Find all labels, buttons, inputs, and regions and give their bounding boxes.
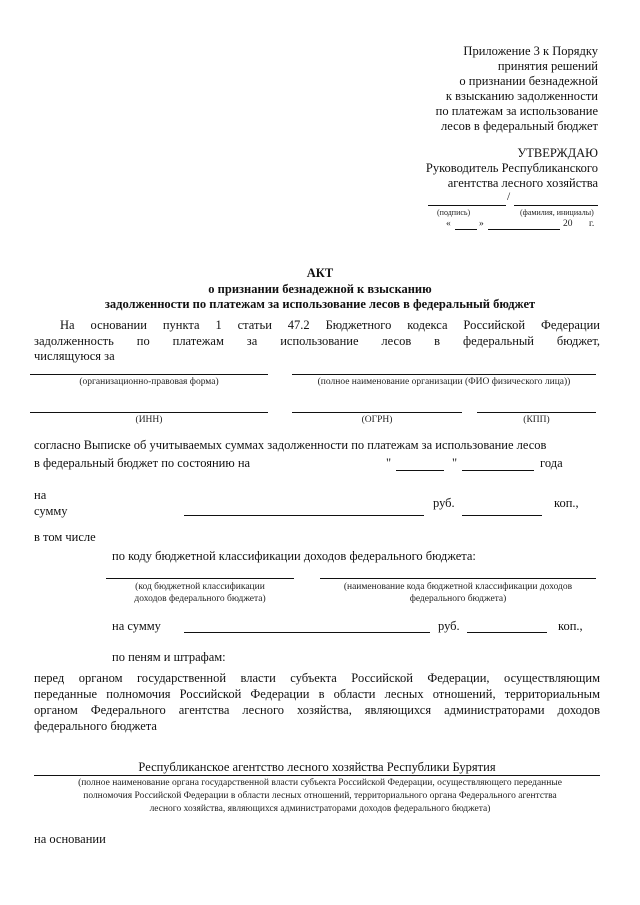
statement-line: в федеральный бюджет по состоянию на <box>34 456 251 470</box>
authority-name-line <box>34 775 600 776</box>
statement-quote-close: " <box>452 456 458 470</box>
org-name-caption: (полное наименование организации (ФИО физического лица)) <box>317 377 571 387</box>
authority-name-value[interactable]: Республиканское агентство лесного хозяйства Республики Бурятия <box>138 760 496 774</box>
budget-code-caption-2: доходов федерального бюджета) <box>134 594 266 604</box>
act-subtitle: о признании безнадежной к взысканию <box>208 282 432 296</box>
authority-line: органом Федерального агентства лесного хозяйства, являющихся администраторами доходов <box>34 703 600 717</box>
appendix-line: Приложение 3 к Порядку <box>463 44 598 58</box>
by-code-label: по коду бюджетной классификации доходов федерального бюджета: <box>112 549 476 563</box>
statement-day-field[interactable] <box>396 470 444 471</box>
name-line[interactable] <box>514 205 598 206</box>
ogrn-field[interactable] <box>292 412 462 413</box>
org-name-field[interactable] <box>292 374 596 375</box>
approval-year-prefix: 20 <box>563 219 573 229</box>
approval-block <box>338 146 598 191</box>
approval-month-line[interactable] <box>488 229 560 230</box>
inn-caption: (ИНН) <box>135 415 163 425</box>
signature-slash: / <box>507 191 511 203</box>
authority-caption-3: лесного хозяйства, являющихся администраторами доходов федерального бюджета) <box>149 804 491 814</box>
appendix-line: к взысканию задолженности <box>445 89 598 103</box>
statement-year-label: года <box>540 456 563 470</box>
appendix-line: о признании безнадежной <box>459 74 598 88</box>
statement-quote-open: " <box>386 456 392 470</box>
budget-code-field[interactable] <box>106 578 294 579</box>
appendix-line: по платежам за использование <box>435 104 598 118</box>
approval-date-open-quote: « <box>446 219 451 229</box>
code-sum-rub-label: руб. <box>438 619 460 633</box>
budget-code-name-caption: (наименование кода бюджетной классификации доходов <box>343 582 573 592</box>
signature-line[interactable] <box>428 205 506 206</box>
code-sum-kop-label: коп., <box>558 619 583 633</box>
code-sum-label: на сумму <box>112 619 161 633</box>
inn-field[interactable] <box>30 412 268 413</box>
code-sum-kop-field[interactable] <box>467 632 547 633</box>
ogrn-caption: (ОГРН) <box>361 415 393 425</box>
approval-day-line[interactable] <box>455 229 477 230</box>
authority-line: переданные полномочия Российской Федерации в области лесных отношений, территориальным <box>34 687 600 701</box>
including-label: в том числе <box>34 530 96 544</box>
basis-line: На основании пункта 1 статьи 47.2 Бюджетного кодекса Российской Федерации <box>60 318 600 332</box>
approval-position: агентства лесного хозяйства <box>447 176 598 190</box>
approval-title: УТВЕРЖДАЮ <box>517 146 598 160</box>
authority-line: федерального бюджета <box>34 719 157 733</box>
budget-code-name-caption-2: федерального бюджета) <box>409 594 507 604</box>
name-caption: (фамилия, инициалы) <box>520 208 594 217</box>
authority-caption: (полное наименование органа государственной власти субъекта Российской Федерации, осуществляющего переданные <box>78 778 562 788</box>
kpp-field[interactable] <box>477 412 596 413</box>
statement-line: согласно Выписке об учитываемых суммах задолженности по платежам за использование лесов <box>34 438 547 452</box>
approval-date-close-quote: » <box>479 219 484 229</box>
budget-code-caption: (код бюджетной классификации <box>135 582 265 592</box>
appendix-note <box>338 44 598 134</box>
on-basis-label: на основании <box>34 832 106 846</box>
legal-form-caption: (организационно-правовая форма) <box>79 377 219 387</box>
amount-kop-label: коп., <box>554 496 579 510</box>
appendix-line: принятия решений <box>497 59 598 73</box>
code-sum-rub-field[interactable] <box>184 632 430 633</box>
amount-kop-field[interactable] <box>462 515 542 516</box>
kpp-caption: (КПП) <box>523 415 550 425</box>
approval-year-suffix: г. <box>589 219 595 229</box>
penalties-label: по пеням и штрафам: <box>112 650 226 664</box>
basis-line: числящуюся за <box>34 349 115 363</box>
budget-code-name-field[interactable] <box>320 578 596 579</box>
appendix-line: лесов в федеральный бюджет <box>441 119 598 133</box>
amount-label-2: сумму <box>34 504 68 518</box>
basis-line: задолженность по платежам за использование лесов в федеральный бюджет, <box>34 334 600 348</box>
approval-position: Руководитель Республиканского <box>425 161 598 175</box>
amount-rub-label: руб. <box>433 496 455 510</box>
authority-caption-2: полномочия Российской Федерации в области лесных отношений, территориального органа Федерального агентства <box>83 791 557 801</box>
amount-label: на <box>34 488 47 502</box>
statement-month-field[interactable] <box>462 470 534 471</box>
legal-form-field[interactable] <box>30 374 268 375</box>
act-subtitle-2: задолженности по платежам за использование лесов в федеральный бюджет <box>104 297 536 311</box>
signature-caption: (подпись) <box>437 208 471 217</box>
authority-line: перед органом государственной власти субъекта Российской Федерации, осуществляющим <box>34 671 600 685</box>
act-title: АКТ <box>306 266 334 280</box>
amount-rub-field[interactable] <box>184 515 424 516</box>
